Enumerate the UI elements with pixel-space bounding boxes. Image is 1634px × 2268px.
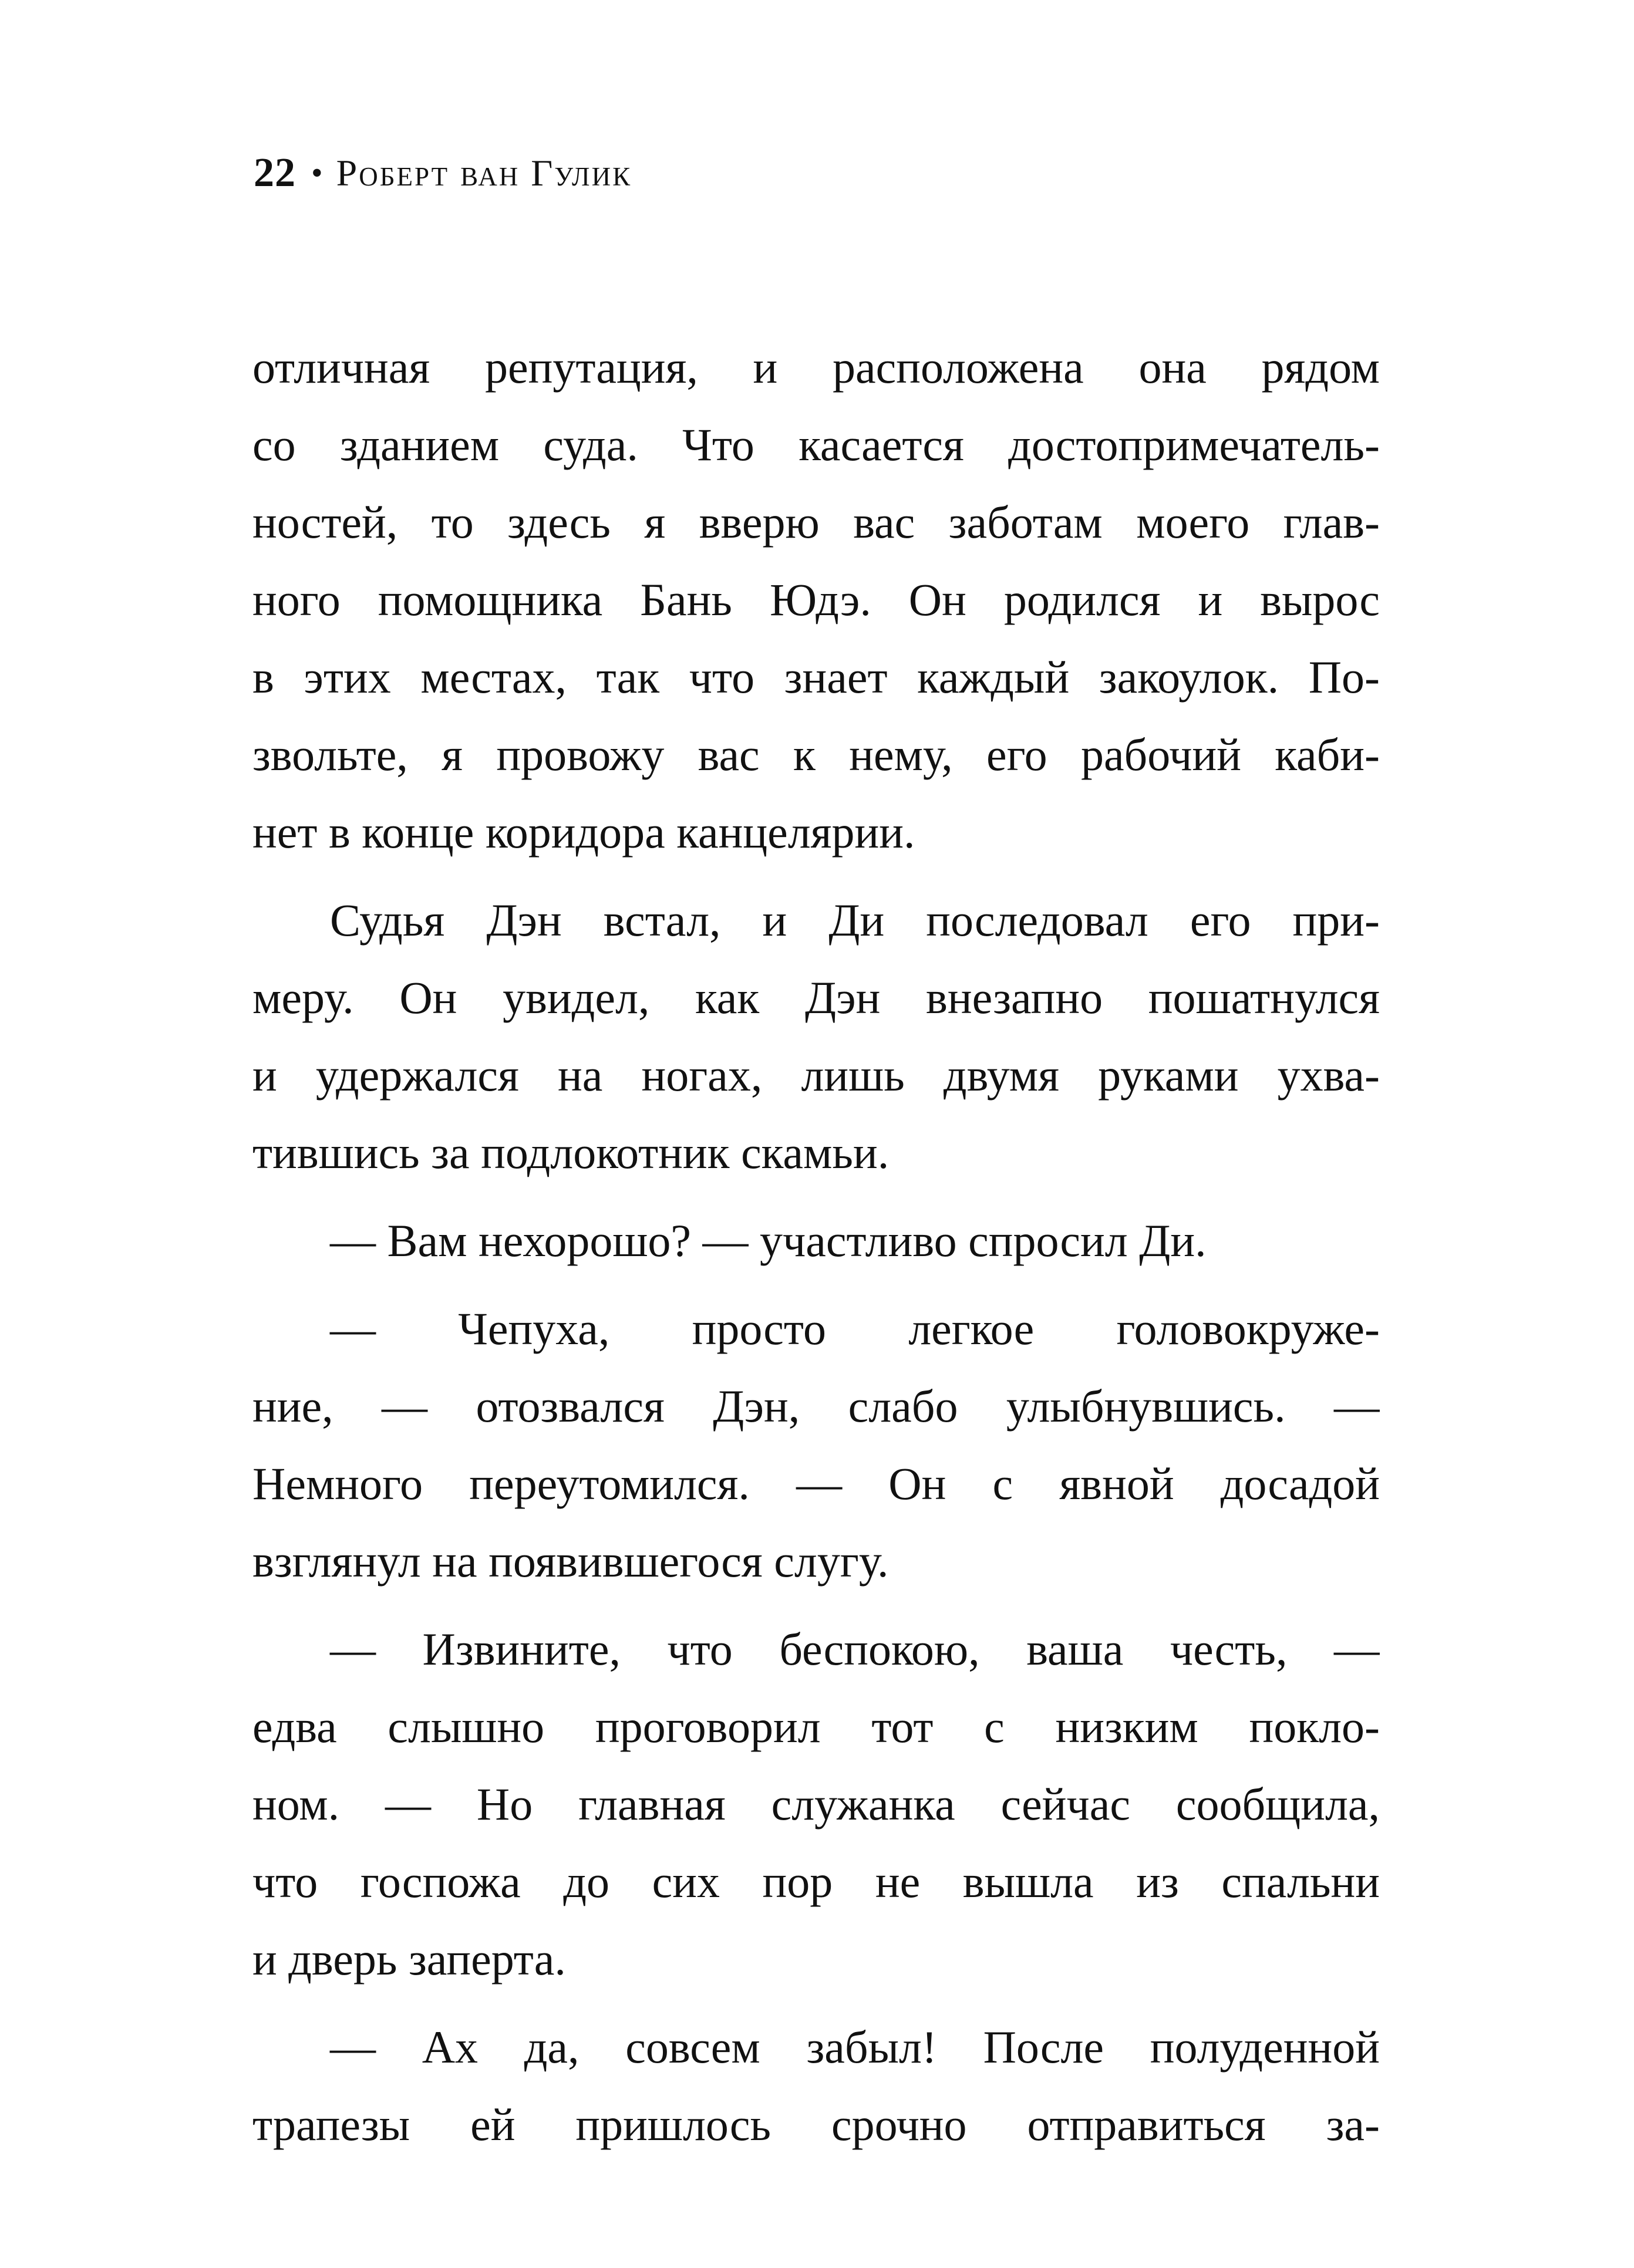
text-line: нет в конце коридора канцелярии. [252,806,915,858]
text-line: взглянул на появившегося слугу. [252,1535,889,1587]
text-line: меру. Он увидел, как Дэн внезапно пошатнулся [252,972,1380,1023]
text-line: звольте, я провожу вас к нему, его рабочий каби- [252,729,1380,780]
text-line: ного помощника Бань Юдэ. Он родился и вырос [252,574,1380,625]
text-line: ние, — отозвался Дэн, слабо улыбнувшись. — [252,1381,1380,1432]
text-line: ном. — Но главная служанка сейчас сообщила, [252,1778,1380,1830]
text-line: — Чепуха, просто легкое головокруже- [330,1303,1380,1354]
text-line: и дверь заперта. [252,1933,566,1985]
running-header [254,141,632,205]
text-line: со зданием суда. Что касается достопримечатель- [252,419,1380,470]
text-line: ностей, то здесь я вверю вас заботам моего глав- [252,497,1380,548]
header-separator-bullet: • [311,155,324,191]
body-text [252,329,1380,2164]
text-line: — Извините, что беспокою, ваша честь, — [330,1624,1380,1675]
text-line: — Ах да, совсем забыл! После полуденной [330,2021,1380,2073]
text-line: и удержался на ногах, лишь двумя руками ухва- [252,1049,1380,1101]
text-line: тившись за подлокотник скамьи. [252,1127,890,1178]
page-number: 22 [254,150,296,195]
text-line: — Вам нехорошо? — участливо спросил Ди. [330,1215,1207,1266]
book-author: Роберт ван Гулик [336,152,632,194]
text-line: отличная репутация, и расположена она рядом [252,342,1380,393]
text-line: трапезы ей пришлось срочно отправиться за- [252,2099,1380,2150]
text-line: едва слышно проговорил тот с низким покло- [252,1701,1380,1752]
text-line: что госпожа до сих пор не вышла из спальни [252,1856,1380,1907]
text-line: Немного переутомился. — Он с явной досадой [252,1458,1380,1509]
text-line: в этих местах, так что знает каждый закоулок. По- [252,652,1380,703]
text-line: Судья Дэн встал, и Ди последовал его при- [330,895,1380,946]
